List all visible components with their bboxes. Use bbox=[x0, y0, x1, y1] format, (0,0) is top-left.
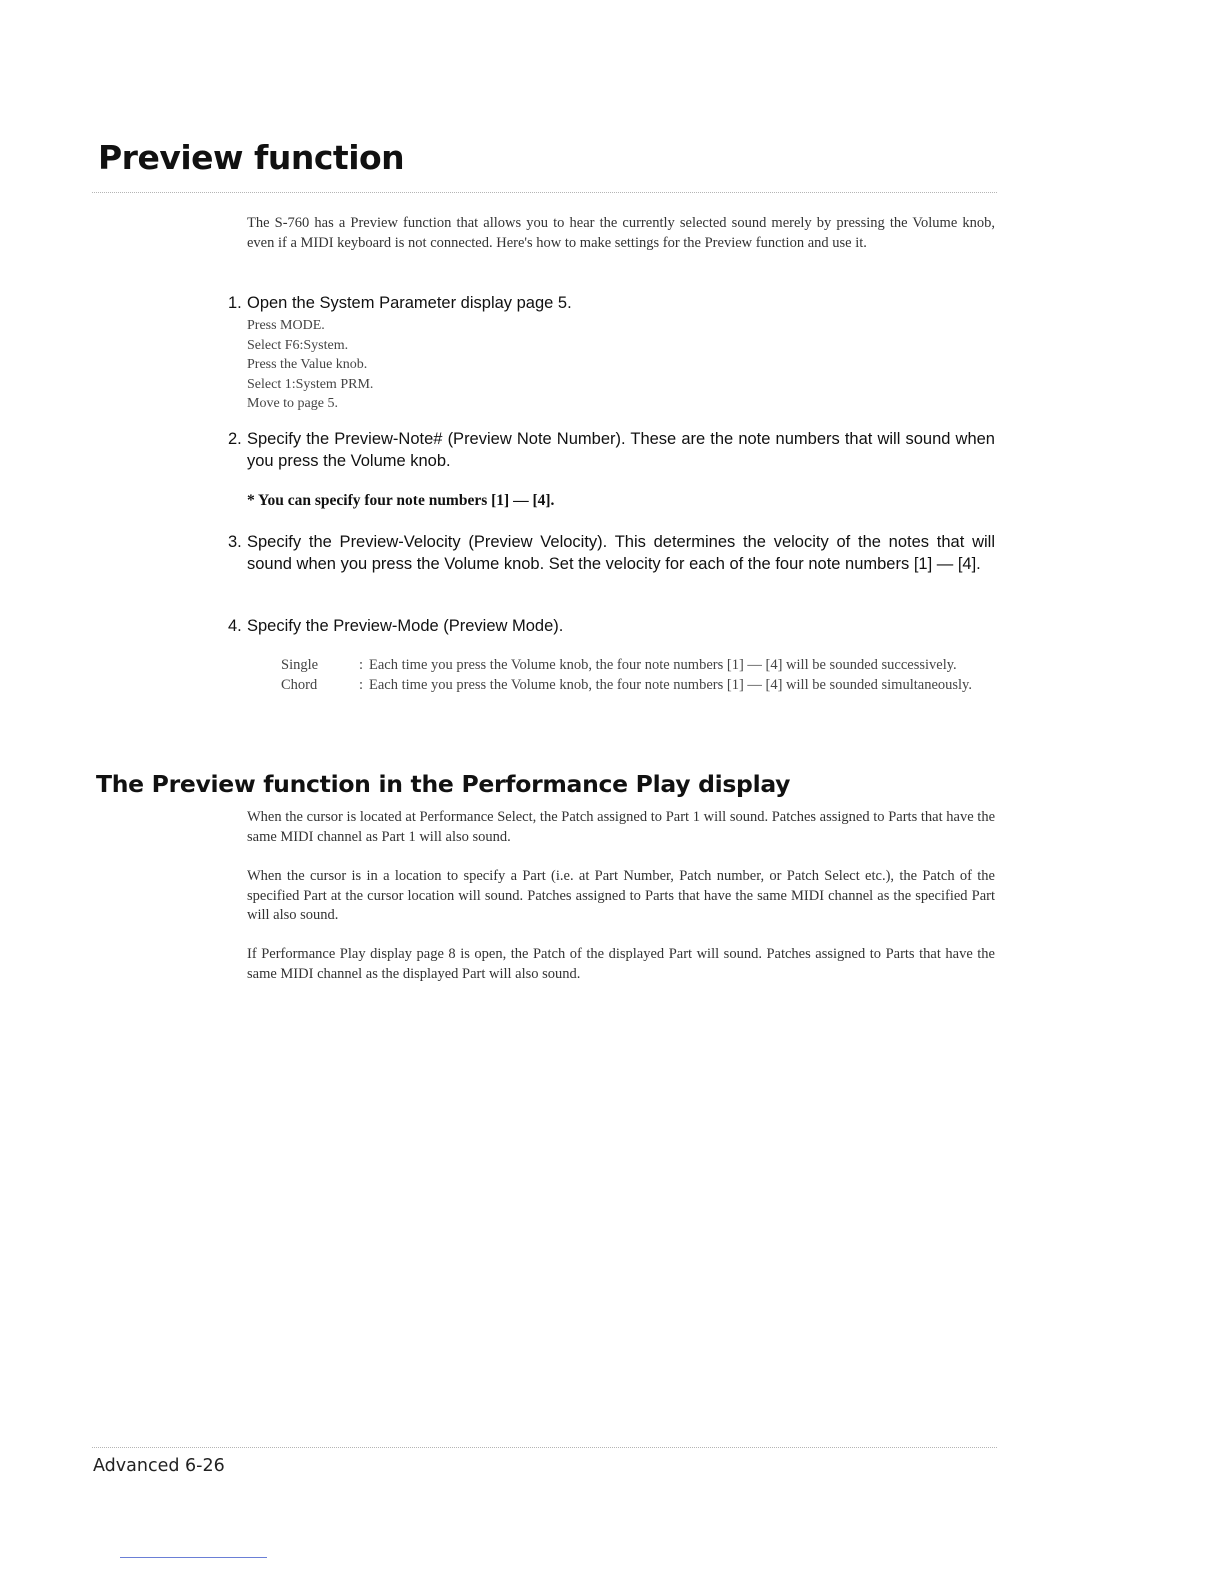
substep: Press the Value knob. bbox=[247, 357, 368, 373]
step-number: 4. bbox=[228, 617, 242, 635]
footer-divider bbox=[92, 1447, 997, 1448]
mode-row-chord bbox=[281, 676, 997, 696]
section-paragraph: When the cursor is in a location to specify a Part (i.e. at Part Number, Patch number, or Patch Select etc.), the Patch of the specified Part at the cursor location will sound. Patches assigned to Parts that have the same MIDI channel as the specified Part will also sound. bbox=[247, 868, 995, 923]
scan-edge-line bbox=[120, 1557, 267, 1558]
step-text: Specify the Preview-Mode (Preview Mode). bbox=[247, 617, 564, 635]
title-divider bbox=[92, 192, 997, 193]
substep: Move to page 5. bbox=[247, 396, 338, 412]
note-callout: * You can specify four note numbers [1] — [4]. bbox=[247, 492, 555, 509]
substep: Press MODE. bbox=[247, 318, 325, 333]
section-paragraph: When the cursor is located at Performance Select, the Patch assigned to Part 1 will sound. Patches assigned to Parts that have the same MIDI channel as Part 1 will also sound. bbox=[247, 809, 995, 845]
step-text: Specify the Preview-Note# (Preview Note Number). These are the note numbers that will sound when you press the Volume knob. bbox=[247, 430, 995, 470]
section-heading: The Preview function in the Performance Play display bbox=[96, 770, 791, 798]
step-4 bbox=[228, 615, 996, 637]
step-3 bbox=[228, 531, 996, 575]
mode-name: Chord bbox=[281, 676, 318, 693]
substep: Select F6:System. bbox=[247, 337, 349, 353]
step-number: 1. bbox=[228, 294, 242, 312]
step-1-substeps bbox=[247, 316, 373, 414]
preview-mode-table bbox=[281, 656, 997, 695]
step-2 bbox=[228, 428, 996, 472]
mode-description: Each time you press the Volume knob, the four note numbers [1] — [4] will be sounded simultaneously. bbox=[369, 676, 972, 693]
section-paragraph: If Performance Play display page 8 is open, the Patch of the displayed Part will sound. Patches assigned to Parts that have the same MIDI channel as the displayed Part will also sound. bbox=[247, 946, 995, 982]
mode-separator: : bbox=[359, 676, 364, 693]
intro-paragraph: The S-760 has a Preview function that allows you to hear the currently selected sound merely by pressing the Volume knob, even if a MIDI keyboard is not connected. Here's how to make settings for the Preview function and use it. bbox=[247, 215, 995, 251]
step-text: Open the System Parameter display page 5. bbox=[247, 294, 572, 312]
substep: Select 1:System PRM. bbox=[247, 376, 374, 392]
step-number: 2. bbox=[228, 430, 242, 448]
mode-name: Single bbox=[281, 657, 319, 673]
page-footer: Advanced 6-26 bbox=[93, 1456, 225, 1476]
mode-description: Each time you press the Volume knob, the four note numbers [1] — [4] will be sounded successively. bbox=[369, 657, 957, 673]
mode-separator: : bbox=[359, 657, 364, 673]
step-number: 3. bbox=[228, 533, 242, 551]
step-text: Specify the Preview-Velocity (Preview Velocity). This determines the velocity of the notes that will sound when you press the Volume knob. Set the velocity for each of the four note numbers [1] — [4]. bbox=[247, 533, 995, 573]
mode-row-single bbox=[281, 656, 997, 676]
step-1 bbox=[228, 292, 996, 314]
page-title: Preview function bbox=[98, 138, 405, 177]
